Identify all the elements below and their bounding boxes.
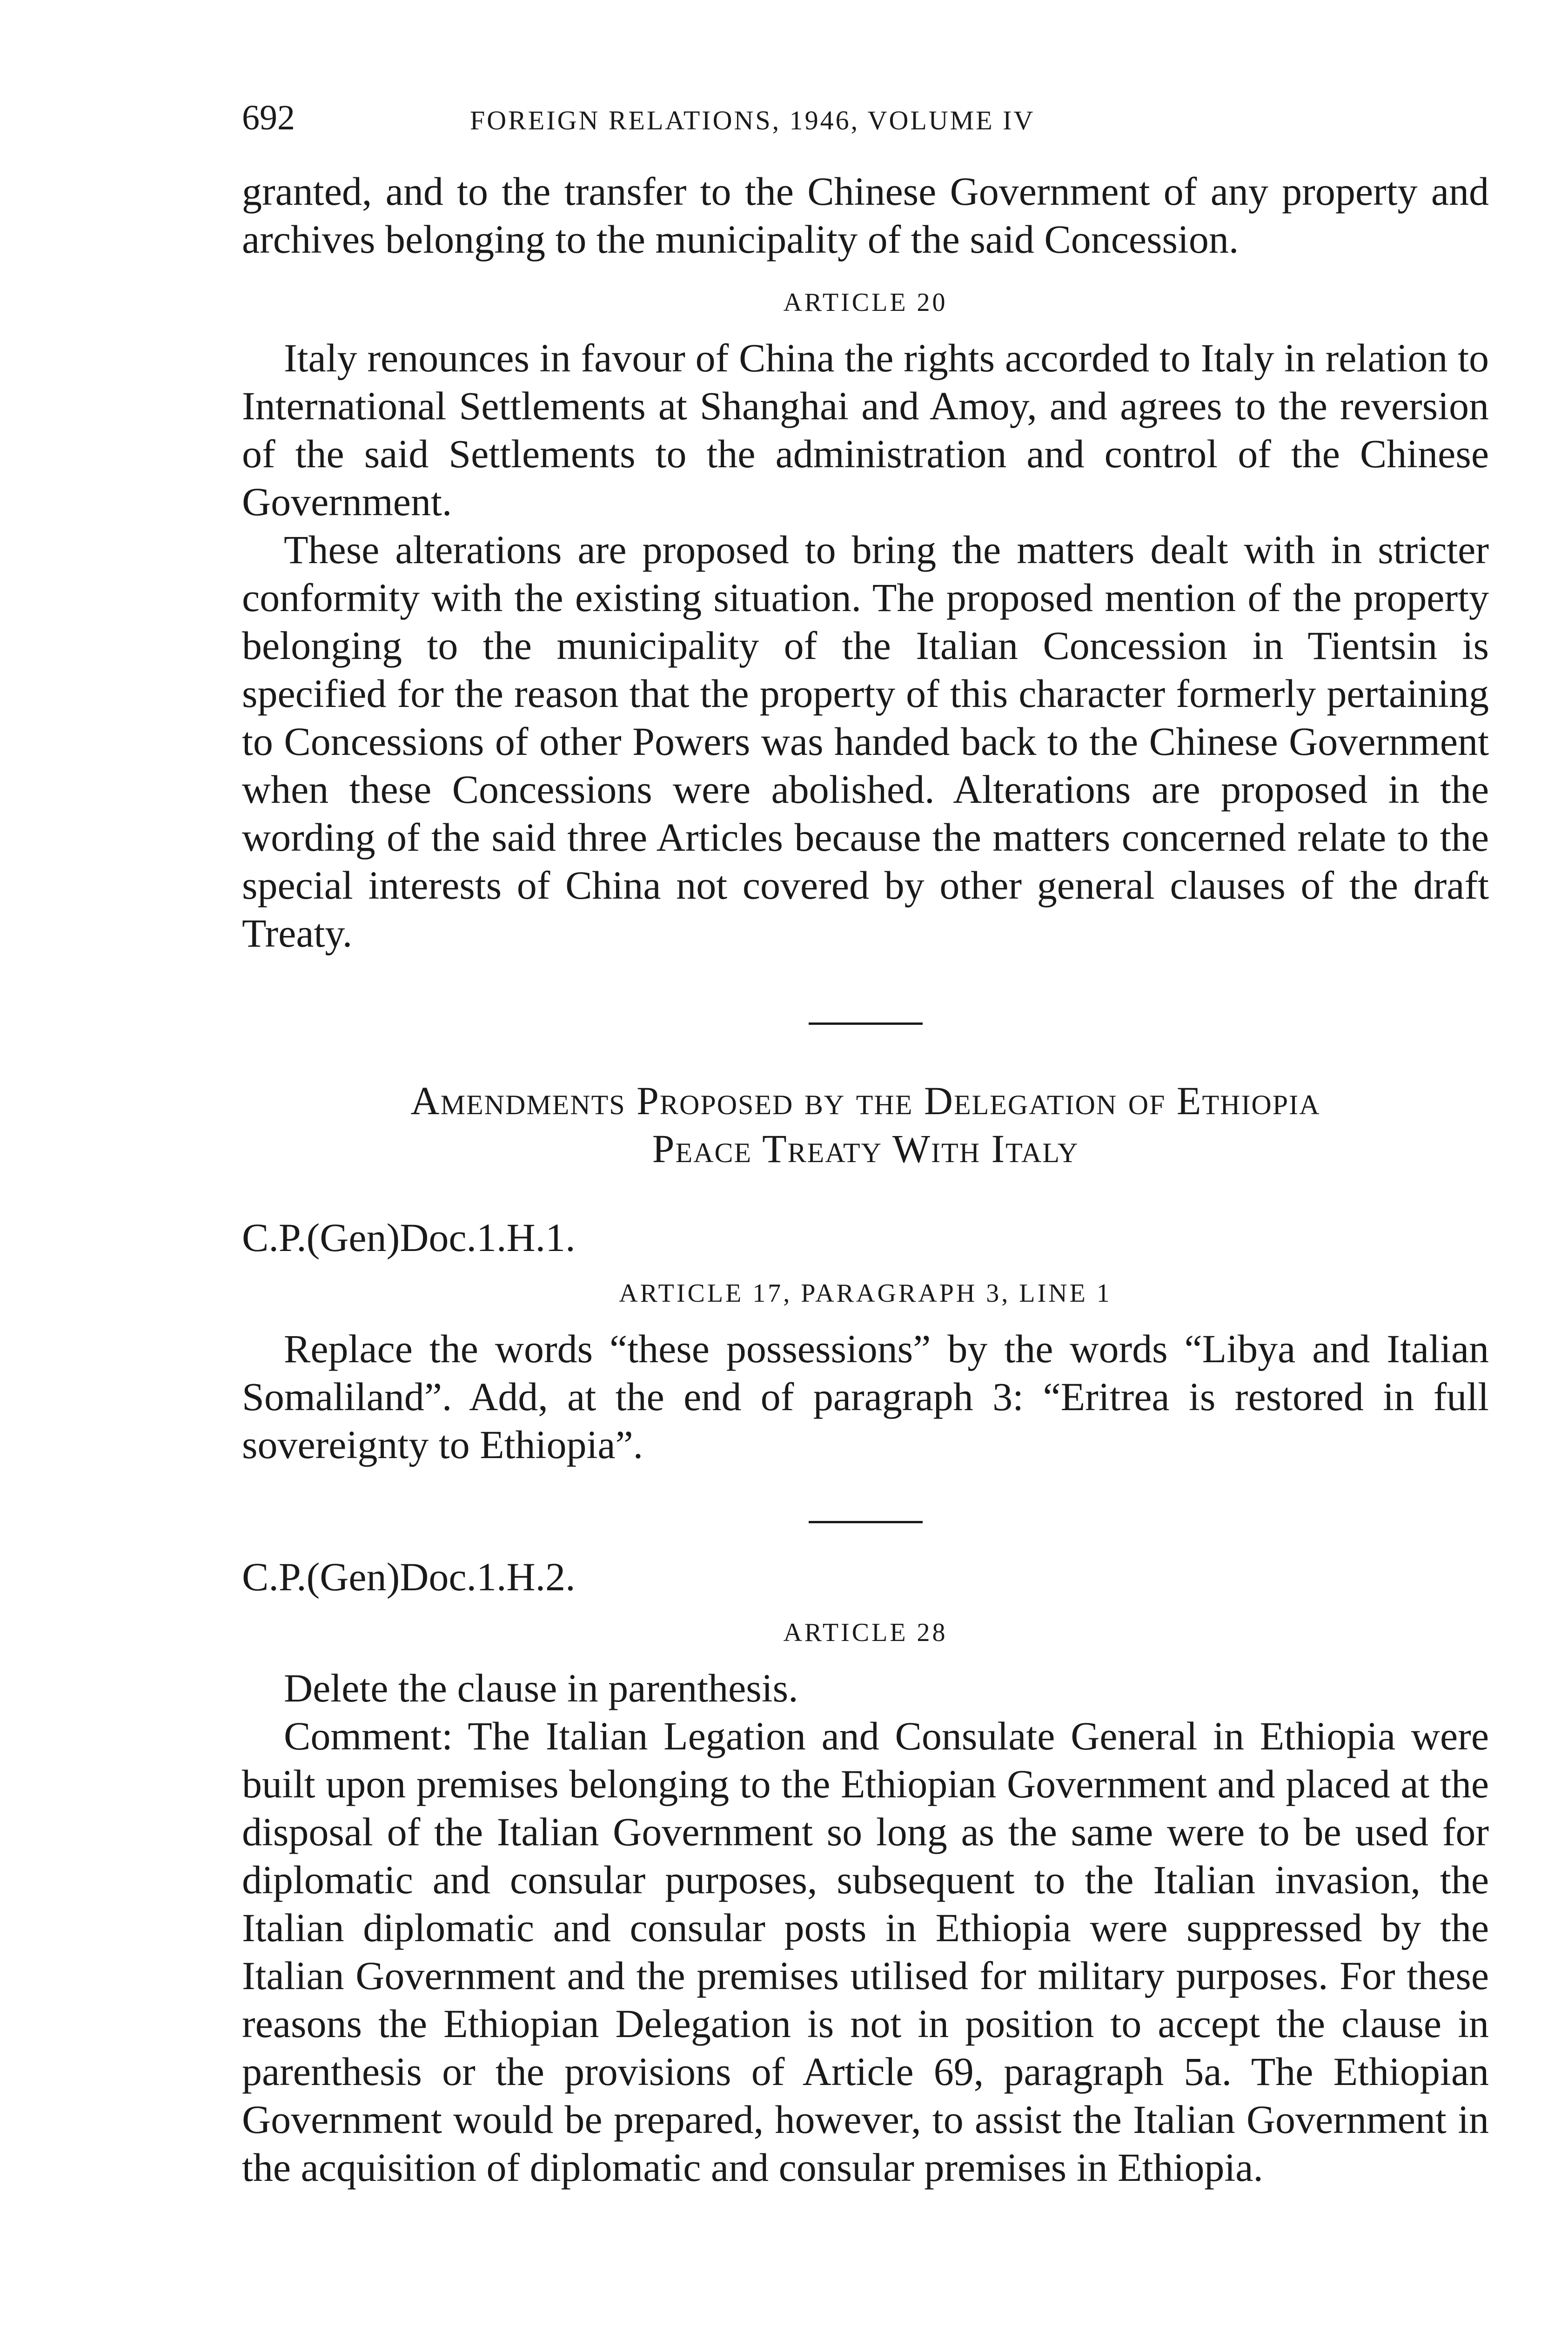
article-17-amendment: Replace the words “these possessions” by the words “Libya and Italian Somaliland”. Add, at the end of paragraph 3: “Eritrea is restored in full sovereignty to Ethiopia”.	[242, 1326, 1489, 1467]
article-20-heading: ARTICLE 20	[783, 288, 948, 317]
article-28-amendment: Delete the clause in parenthesis.	[284, 1666, 798, 1710]
article-28-comment: Comment: The Italian Legation and Consulate General in Ethiopia were built upon premises belonging to the Ethiopian Government and placed at the disposal of the Italian Government so long as the same were to be used for diplomatic and consular purposes, subsequent to the Italian invasion, the Italian diplomatic and consular posts in Ethiopia were suppressed by the Italian Government and the premises utilised for military purposes. For these reasons the Ethiopian Delegation is not in position to accept the clause in parenthesis or the provisions of Article 69, paragraph 5a. The Ethiopian Government would be prepared, however, to assist the Italian Government in the acquisition of diplomatic and consular premises in Ethiopia.	[242, 1714, 1489, 2190]
running-head: FOREIGN RELATIONS, 1946, VOLUME IV	[470, 105, 1035, 135]
article-17-heading: ARTICLE 17, PARAGRAPH 3, LINE 1	[619, 1279, 1112, 1308]
doc-reference-h2: C.P.(Gen)Doc.1.H.2.	[242, 1554, 576, 1599]
section-title-block	[242, 1077, 1489, 1173]
page-number: 692	[242, 98, 295, 137]
document-page	[242, 98, 1489, 2192]
commentary-paragraph: These alterations are proposed to bring the matters dealt with in stricter conformity with the existing situation. The proposed mention of the property belonging to the municipality of the Italian Concession in Tientsin is specified for the reason that the property of this character formerly pertaining to Concessions of other Powers was handed back to the Chinese Government when these Concessions were abolished. Alterations are proposed in the wording of the said three Articles because the matters concerned relate to the special interests of China not covered by other general clauses of the draft Treaty.	[242, 527, 1489, 955]
article-20-text: Italy renounces in favour of China the rights accorded to Italy in relation to International Settlements at Shanghai and Amoy, and agrees to the reversion of the said Settlements to the administration and control of the Chinese Government.	[242, 336, 1489, 524]
article-28-heading: ARTICLE 28	[783, 1618, 948, 1647]
section-divider	[809, 1022, 923, 1025]
section-title-line-2: Peace Treaty With Italy	[652, 1126, 1079, 1171]
continuation-paragraph: granted, and to the transfer to the Chinese Government of any property and archives belonging to the municipality of the said Concession.	[242, 169, 1489, 262]
doc-reference-h1: C.P.(Gen)Doc.1.H.1.	[242, 1215, 576, 1260]
section-title-line-1: Amendments Proposed by the Delegation of Ethiopia	[410, 1078, 1320, 1123]
doc-divider	[809, 1521, 923, 1523]
page-header	[242, 98, 1489, 168]
